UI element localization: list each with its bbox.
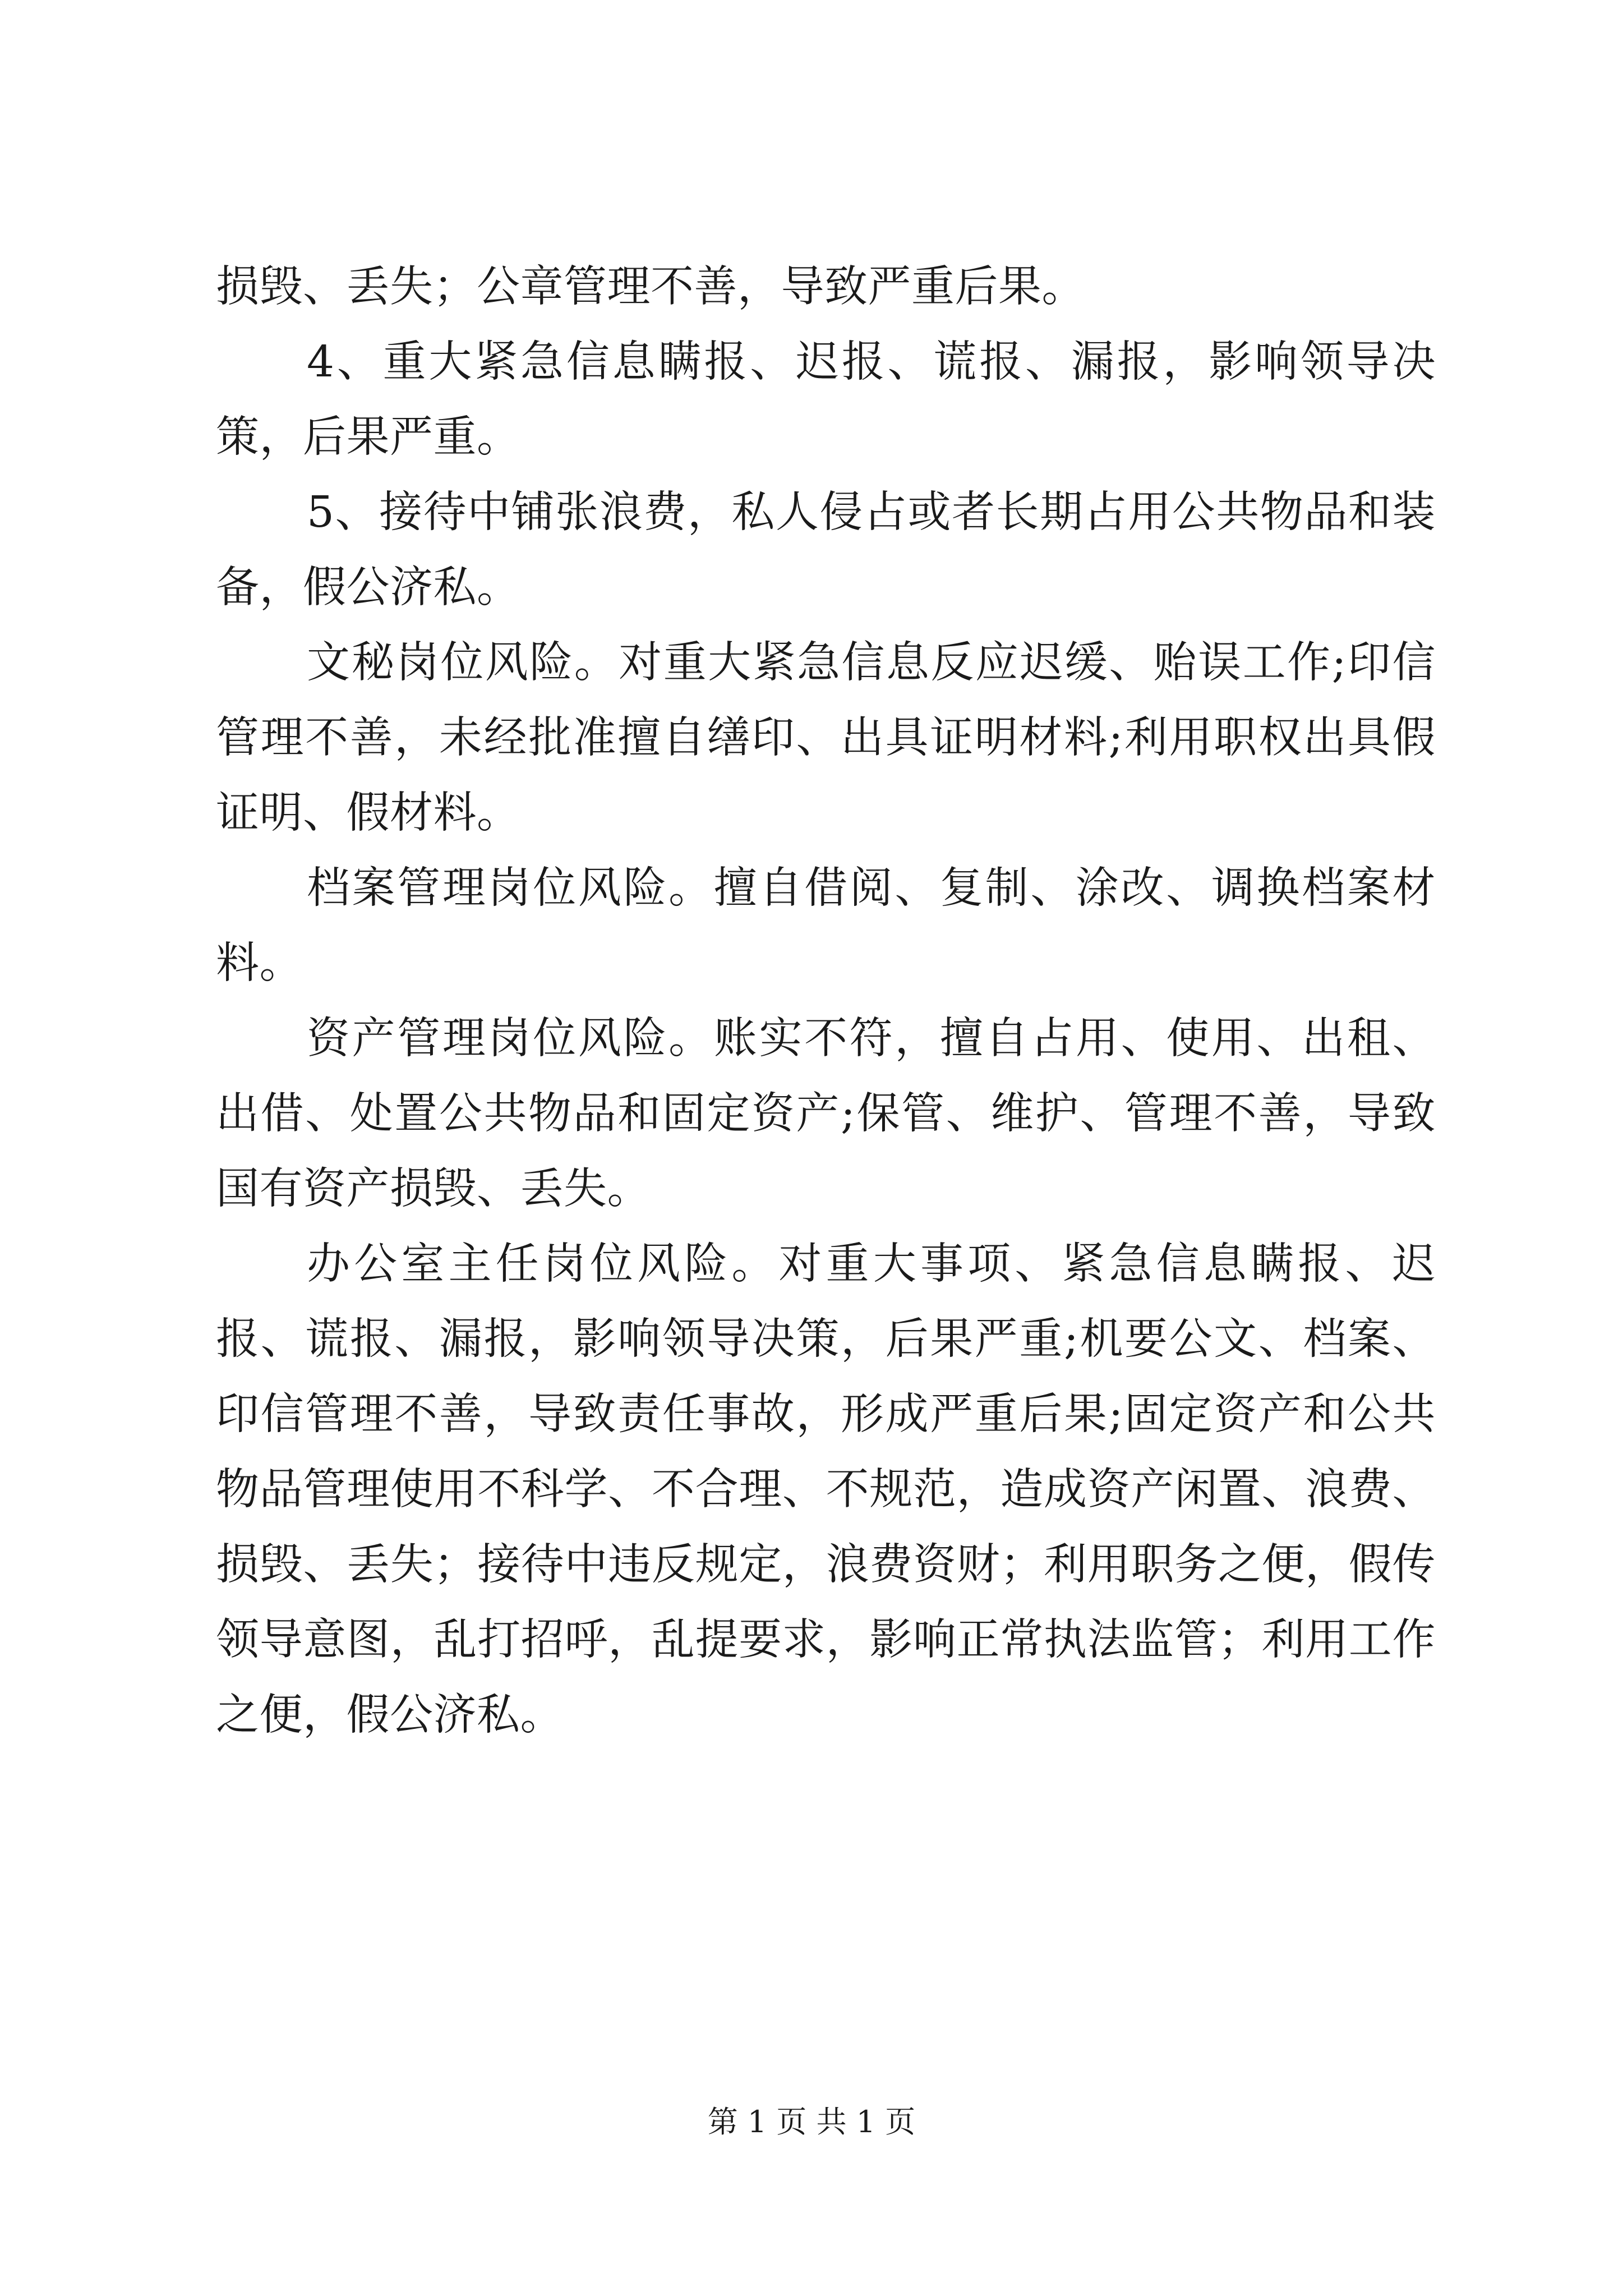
page-footer: 第 1 页 共 1 页 <box>707 2104 916 2139</box>
paragraph-office-director-risk: 办公室主任岗位风险。对重大事项、紧急信息瞒报、迟报、谎报、漏报，影响领导决策，后果严重;机要公文、档案、印信管理不善，导致责任事故，形成严重后果;固定资产和公共物品管理使用不科学、不合理、不规范，造成资产闲置、浪费、损毁、丢失；接待中违反规定，浪费资财；利用职务之便，假传领导意图，乱打招呼，乱提要求，影响正常执法监管；利用工作之便，假公济私。 <box>216 1239 1436 1740</box>
paragraph-secretary-risk: 文秘岗位风险。对重大紧急信息反应迟缓、贻误工作;印信管理不善，未经批准擅自缮印、出具证明材料;利用职权出具假证明、假材料。 <box>216 638 1436 838</box>
paragraph-archive-risk: 档案管理岗位风险。擅自借阅、复制、涂改、调换档案材料。 <box>216 863 1436 988</box>
paragraph-asset-risk: 资产管理岗位风险。账实不符，擅自占用、使用、出租、出借、处置公共物品和固定资产;保管、维护、管理不善，导致国有资产损毁、丢失。 <box>216 1014 1436 1214</box>
document-body <box>216 250 1436 1753</box>
paragraph-item-4: 4、重大紧急信息瞒报、迟报、谎报、漏报，影响领导决策，后果严重。 <box>216 337 1436 462</box>
paragraph-continuation: 损毁、丢失；公章管理不善，导致严重后果。 <box>216 262 1085 312</box>
paragraph-item-5: 5、接待中铺张浪费，私人侵占或者长期占用公共物品和装备，假公济私。 <box>216 487 1436 613</box>
